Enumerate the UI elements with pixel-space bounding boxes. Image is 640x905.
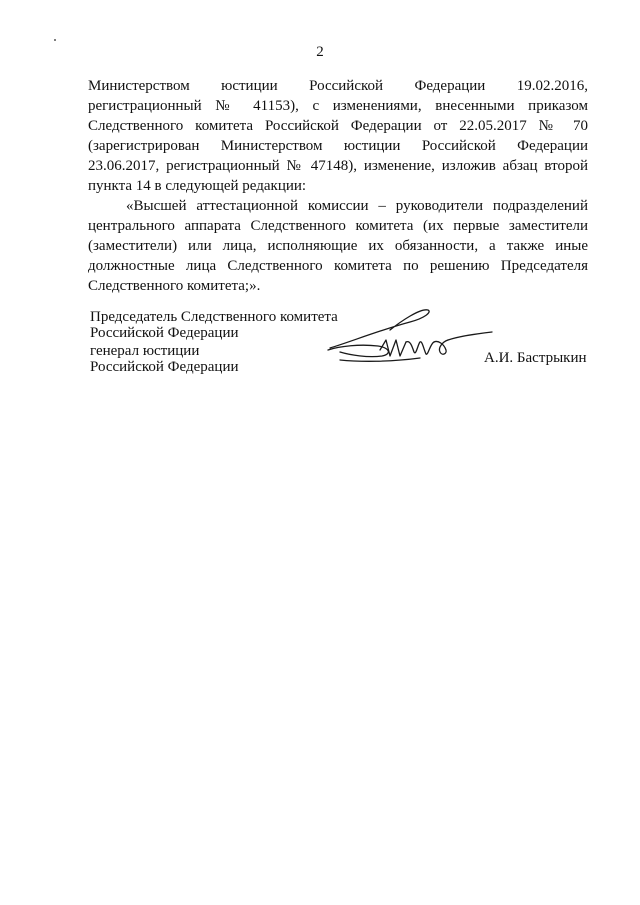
signatory-title-line-2: Российской Федерации	[90, 325, 239, 341]
scan-speck	[54, 39, 56, 41]
signatory-rank-line-2: Российской Федерации	[90, 359, 239, 375]
page-number: 2	[316, 44, 324, 60]
signatory-title	[90, 309, 338, 341]
handwritten-signature	[320, 300, 500, 380]
document-body	[88, 76, 588, 296]
signatory-name: А.И. Бастрыкин	[484, 350, 587, 366]
body-paragraph-1: Министерством юстиции Российской Федерации 19.02.2016, регистрационный № 41153), с изменениями, внесенными приказом Следственного комитета Российской Федерации от 22.05.2017 № 70 (зарегистрирован Министерством юстиции Российской Федерации 23.06.2017, регистрационный № 47148), изменение, изложив абзац второй пункта 14 в следующей редакции:	[88, 78, 588, 194]
body-paragraph-2: «Высшей аттестационной комиссии – руководители подразделений центрального аппарата Следственного комитета (их первые заместители (заместители) или лица, исполняющие их обязанности, а также иные должностные лица Следственного комитета по решению Председателя Следственного комитета;».	[88, 198, 588, 294]
signatory-title-line-1: Председатель Следственного комитета	[90, 309, 338, 325]
signatory-rank-line-1: генерал юстиции	[90, 343, 200, 359]
signatory-rank	[90, 343, 239, 375]
